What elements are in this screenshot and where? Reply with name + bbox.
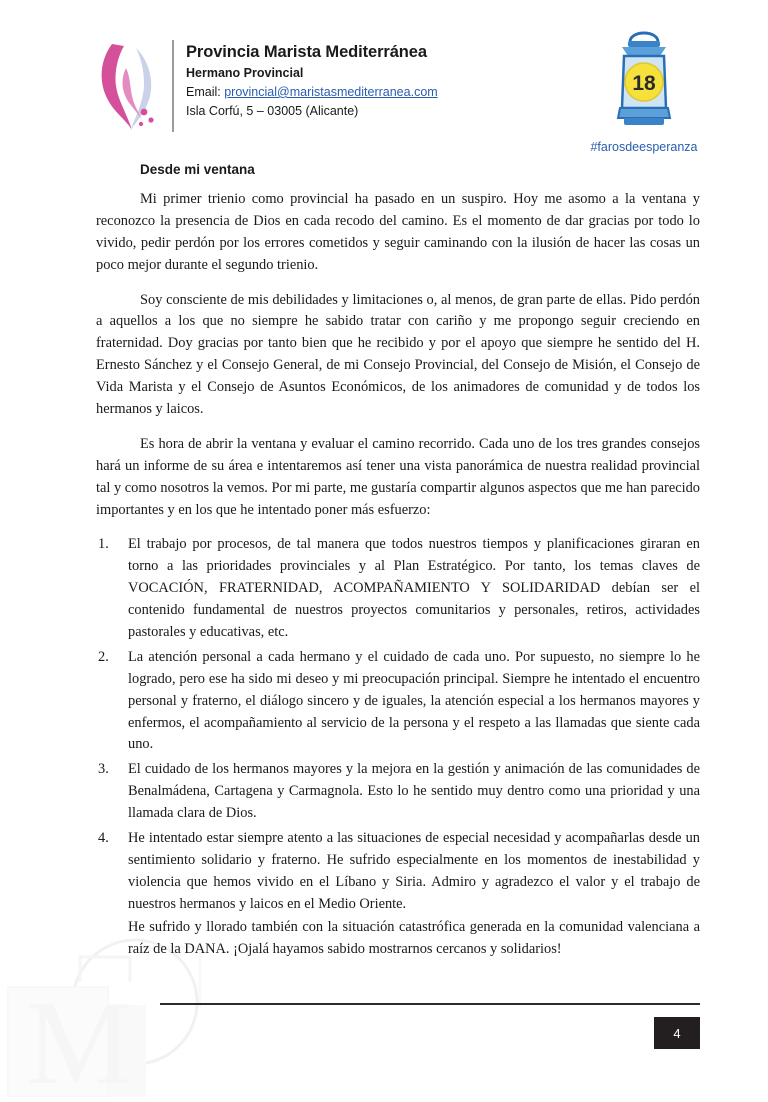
- list-marker: 2.: [98, 648, 109, 665]
- lantern-icon: [600, 26, 688, 138]
- numbered-list: [96, 534, 700, 960]
- svg-text:M: M: [26, 976, 133, 1097]
- org-title: Provincia Marista Mediterránea: [186, 43, 427, 61]
- page-number-badge: 4: [654, 1017, 700, 1049]
- list-item: [96, 759, 700, 825]
- list-marker: 3.: [98, 761, 109, 778]
- marista-logo-icon: [96, 38, 166, 136]
- header-text-block: [186, 42, 566, 120]
- paragraph: Es hora de abrir la ventana y evaluar el camino recorrido. Cada uno de los tres grandes consejos hará un informe de su área e intentaremos así tener una vista panorámica de nuestra realidad provincial tal y como nosotros la vemos. Por mi parte, me gustaría compartir algunos aspectos que me han parecido importantes y en los que he intentado poner más esfuerzo:: [96, 435, 700, 518]
- email-label: Email:: [186, 84, 221, 99]
- org-address: Isla Corfú, 5 – 03005 (Alicante): [186, 103, 359, 118]
- section-title: Desde mi ventana: [140, 162, 255, 177]
- lantern-badge: [584, 26, 704, 166]
- org-role: Hermano Provincial: [186, 65, 304, 80]
- hashtag-label: #farosdeesperanza: [590, 140, 698, 154]
- document-header: [0, 26, 768, 154]
- list-item-text: He intentado estar siempre atento a las situaciones de especial necesidad y acompañarlas desde un sentimiento solidario y fraterno. He sufrido especialmente en los momentos de inestabilidad y violencia que hemos vivido en el Líbano y Siria. Admiro y agradezco el valor y el trabajo de nuestros hermanos y laicos en el Medio Oriente.: [128, 830, 700, 912]
- list-item-subtext: He sufrido y llorado también con la situación catastrófica generada en la comunidad valenciana a raíz de la DANA. ¡Ojalá hayamos sabido mostrarnos cercanos y solidarios!: [128, 918, 700, 957]
- org-email-row: [186, 84, 566, 101]
- email-link[interactable]: provincial@maristasmediterranea.com: [224, 84, 438, 99]
- document-body: [96, 162, 700, 963]
- paragraph: Mi primer trienio como provincial ha pasado en un suspiro. Hoy me asomo a la ventana y reconozco la presencia de Dios en cada recodo del camino. Es el momento de dar gracias por todo lo vivido, pedir perdón por los errores cometidos y seguir caminando con la ilusión de hacer las cosas un poco mejor durante el segundo trienio.: [96, 191, 700, 273]
- list-marker: 4.: [98, 830, 109, 847]
- badge-number: 18: [632, 72, 656, 95]
- list-item-text: El cuidado de los hermanos mayores y la mejora en la gestión y animación de las comunidades de Benalmádena, Cartagena y Carmagnola. Esto lo he sentido muy dentro como una prioridad y una llamada clara de Dios.: [128, 761, 700, 822]
- list-item: [96, 534, 700, 643]
- header-divider: [172, 40, 174, 132]
- list-item-text: La atención personal a cada hermano y el cuidado de cada uno. Por supuesto, no siempre lo he logrado, pero ese ha sido mi deseo y mi preocupación principal. Siempre he intentado el encuentro personal y fraterno, el diálogo sincero y de iguales, la atención especial a los hermanos mayores y enfermos, el acompañamiento al servicio de la persona y el respeto a las llamadas que siente cada uno.: [128, 648, 700, 753]
- list-marker: 1.: [98, 536, 109, 553]
- footer-divider: [160, 1003, 700, 1005]
- paragraph: Soy consciente de mis debilidades y limitaciones o, al menos, de gran parte de ellas. Pido perdón a aquellos a los que no siempre he sabido tratar con cariño y me propongo seguir creciendo en fraternidad. Doy gracias por tanto bien que he recibido y por el apoyo que siempre he sentido del H. Ernesto Sánchez y el Consejo General, de mi Consejo Provincial, del Consejo de Misión, el Consejo de Vida Marista y el Consejo de Asuntos Económicos, de los animadores de comunidad y de todos los hermanos y laicos.: [96, 291, 700, 418]
- list-item: [96, 828, 700, 960]
- list-item-text: El trabajo por procesos, de tal manera que todos nuestros tiempos y planificaciones giraran en torno a las prioridades provinciales y al Plan Estratégico. Por tanto, los temas claves de VOCACIÓN, FRATERNIDAD, ACOMPAÑAMIENTO Y SOLIDARIDAD debían ser el contenido fundamental de nuestros proyectos comunitarios y personales, retiros, actividades pastorales y educativas, etc.: [128, 536, 700, 641]
- list-item: [96, 647, 700, 756]
